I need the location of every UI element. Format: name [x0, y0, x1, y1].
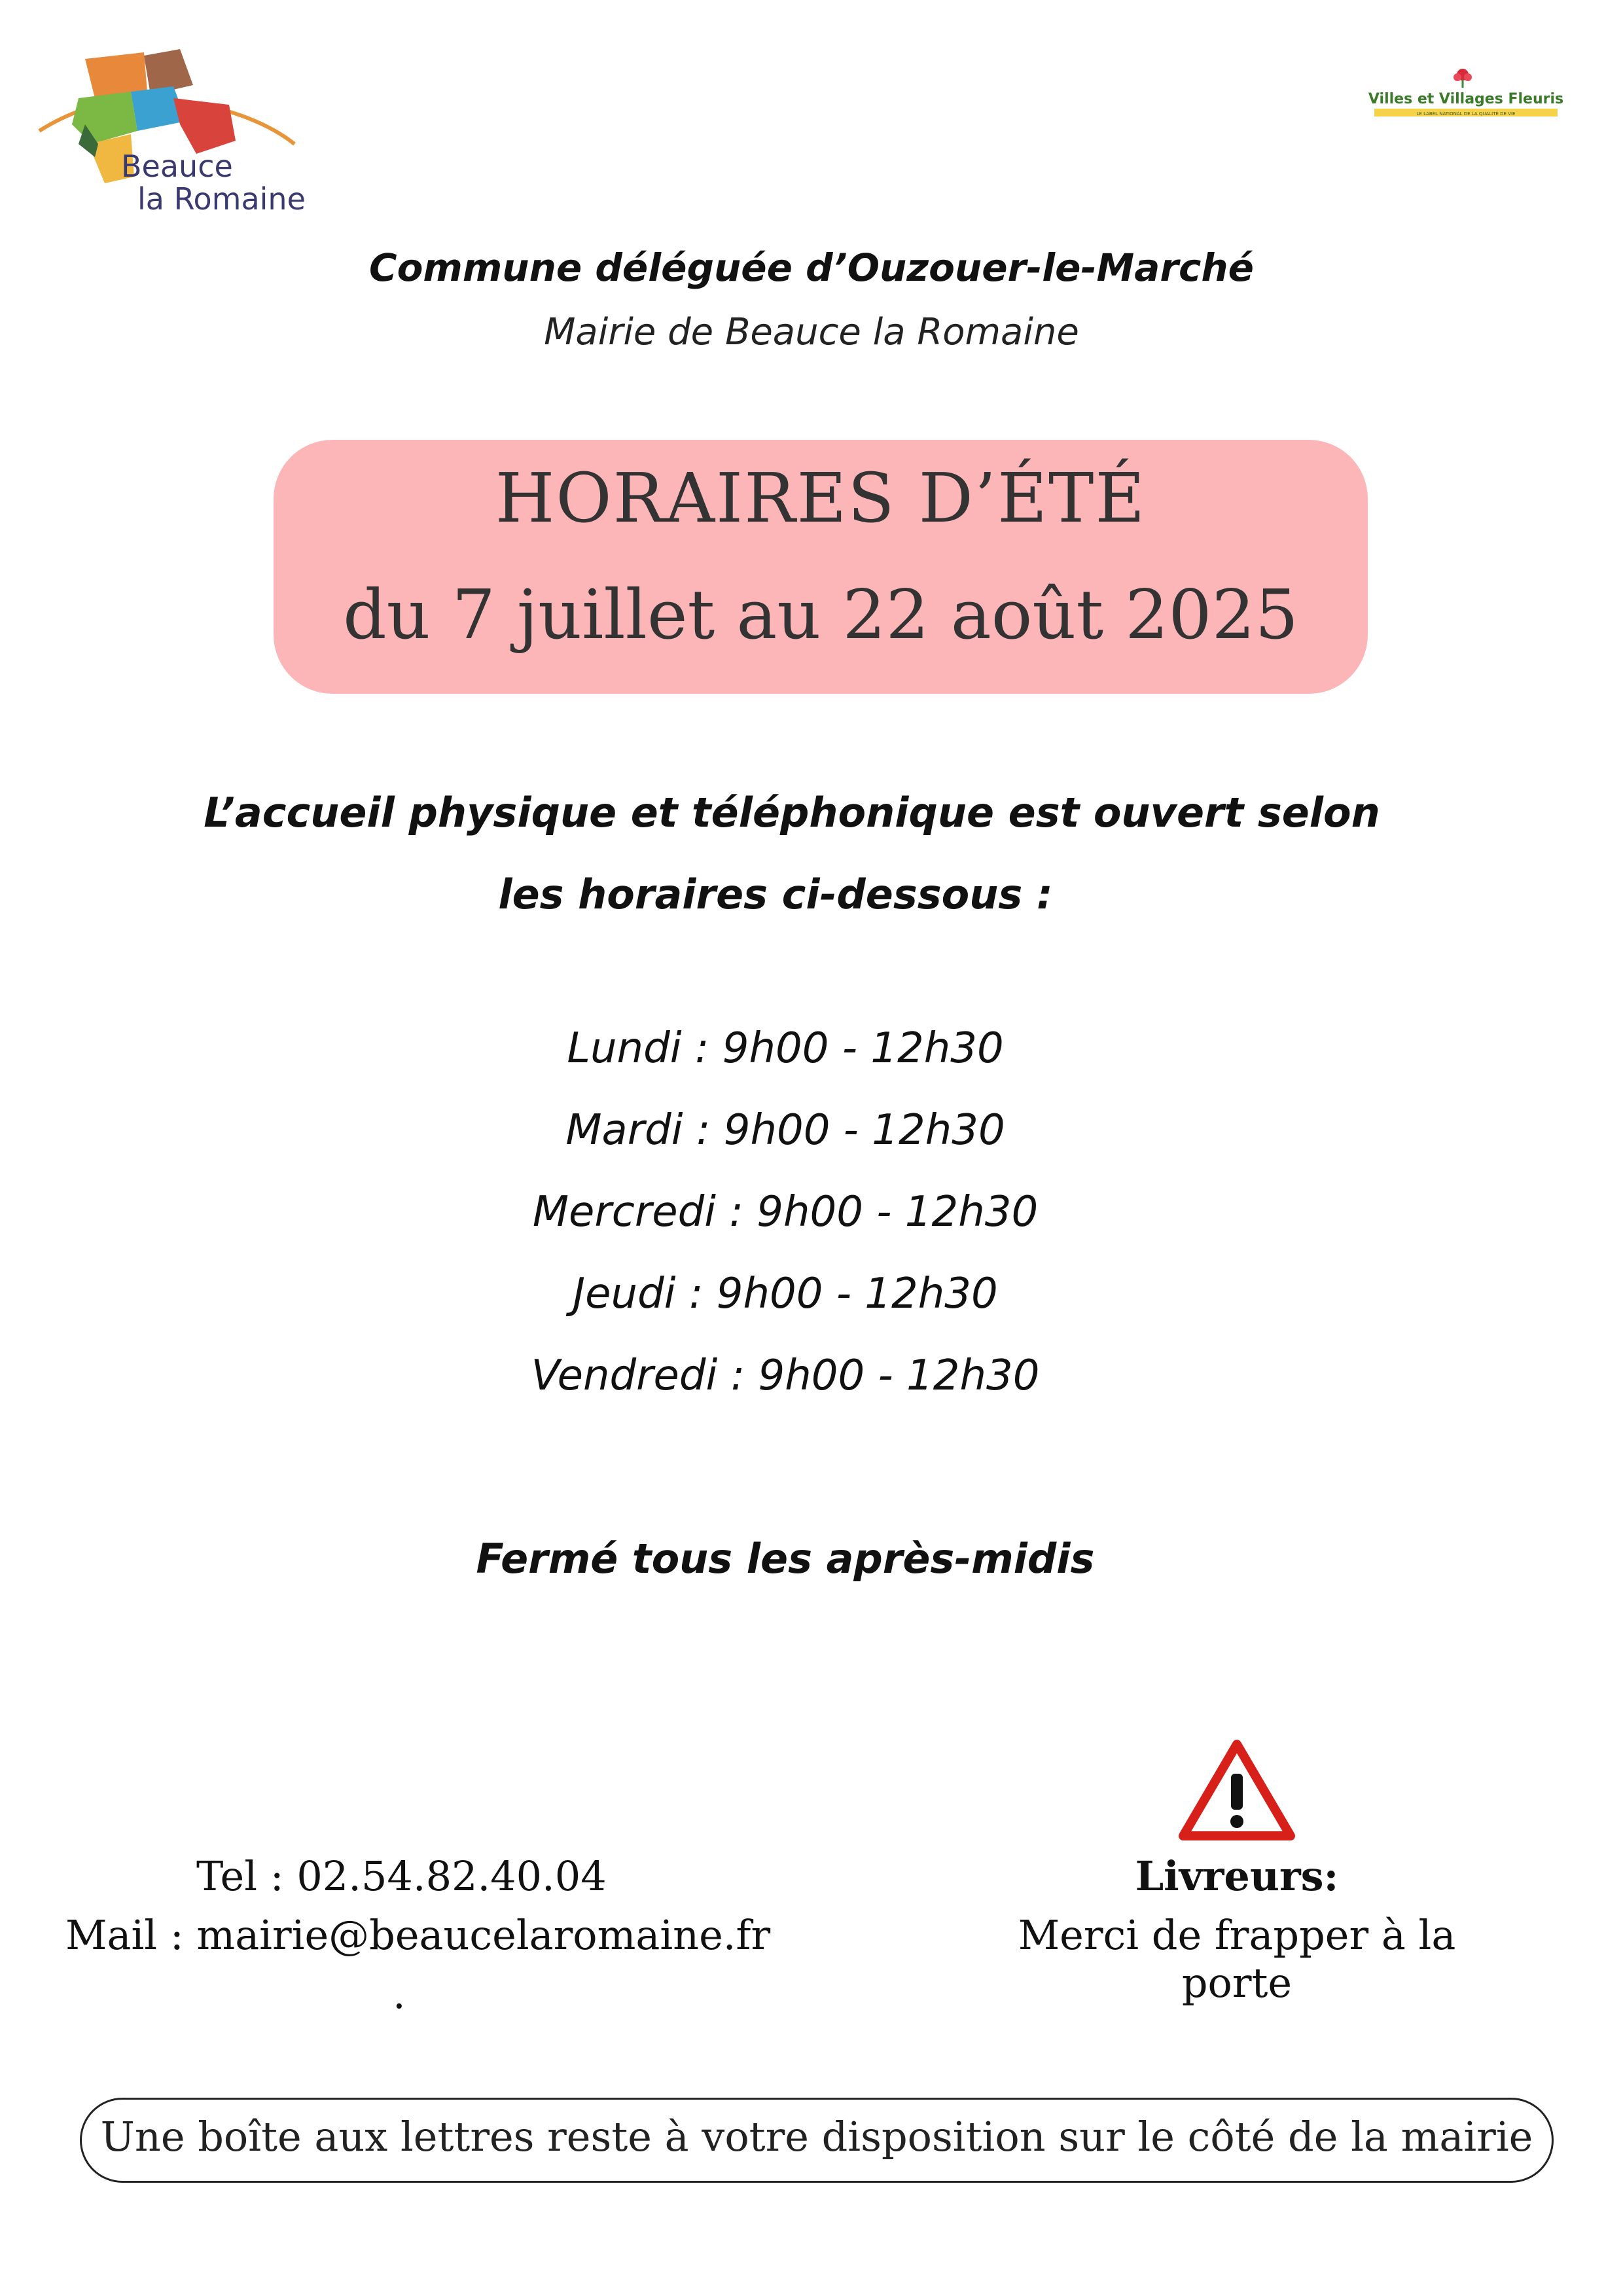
email-address: Mail : mairie@beaucelaromaine.fr — [65, 1911, 771, 1959]
logo-line2: la Romaine — [137, 181, 306, 217]
mairie-subtitle: Mairie de Beauce la Romaine — [544, 311, 1079, 353]
contact-dot: . — [393, 1970, 406, 2018]
logo-line1: Beauce — [121, 149, 233, 184]
schedule-wednesday: Mercredi : 9h00 - 12h30 — [532, 1188, 1039, 1236]
schedule-thursday: Jeudi : 9h00 - 12h30 — [573, 1270, 998, 1318]
intro-line-1: L’accueil physique et téléphonique est ouvert selon — [204, 789, 1380, 836]
closed-afternoons-note: Fermé tous les après-midis — [476, 1535, 1095, 1583]
villes-villages-fleuris-logo — [1368, 65, 1564, 124]
warning-icon — [1178, 1738, 1296, 1842]
banner-title: HORAIRES D’ÉTÉ — [495, 458, 1147, 538]
map-logo-icon — [33, 46, 321, 223]
banner-dates: du 7 juillet au 22 août 2025 — [343, 575, 1298, 655]
label-subtitle: LE LABEL NATIONAL DE LA QUALITÉ DE VIE — [1416, 111, 1516, 117]
beauce-la-romaine-logo — [33, 46, 321, 223]
phone-number: Tel : 02.54.82.40.04 — [196, 1852, 607, 1900]
schedule-friday: Vendredi : 9h00 - 12h30 — [531, 1352, 1040, 1400]
intro-line-2: les horaires ci-dessous : — [498, 870, 1053, 918]
commune-title: Commune déléguée d’Ouzouer-le-Marché — [369, 245, 1254, 290]
flower-label-icon — [1368, 65, 1564, 124]
mailbox-note: Une boîte aux lettres reste à votre disposition sur le côté de la mairie — [100, 2113, 1533, 2161]
schedule-tuesday: Mardi : 9h00 - 12h30 — [565, 1106, 1005, 1155]
label-title: Villes et Villages Fleuris — [1368, 91, 1564, 107]
deliveries-instruction: Merci de frapper à la porte — [1018, 1911, 1456, 2007]
schedule-monday: Lundi : 9h00 - 12h30 — [567, 1024, 1004, 1073]
deliveries-title: Livreurs: — [1135, 1852, 1339, 1900]
